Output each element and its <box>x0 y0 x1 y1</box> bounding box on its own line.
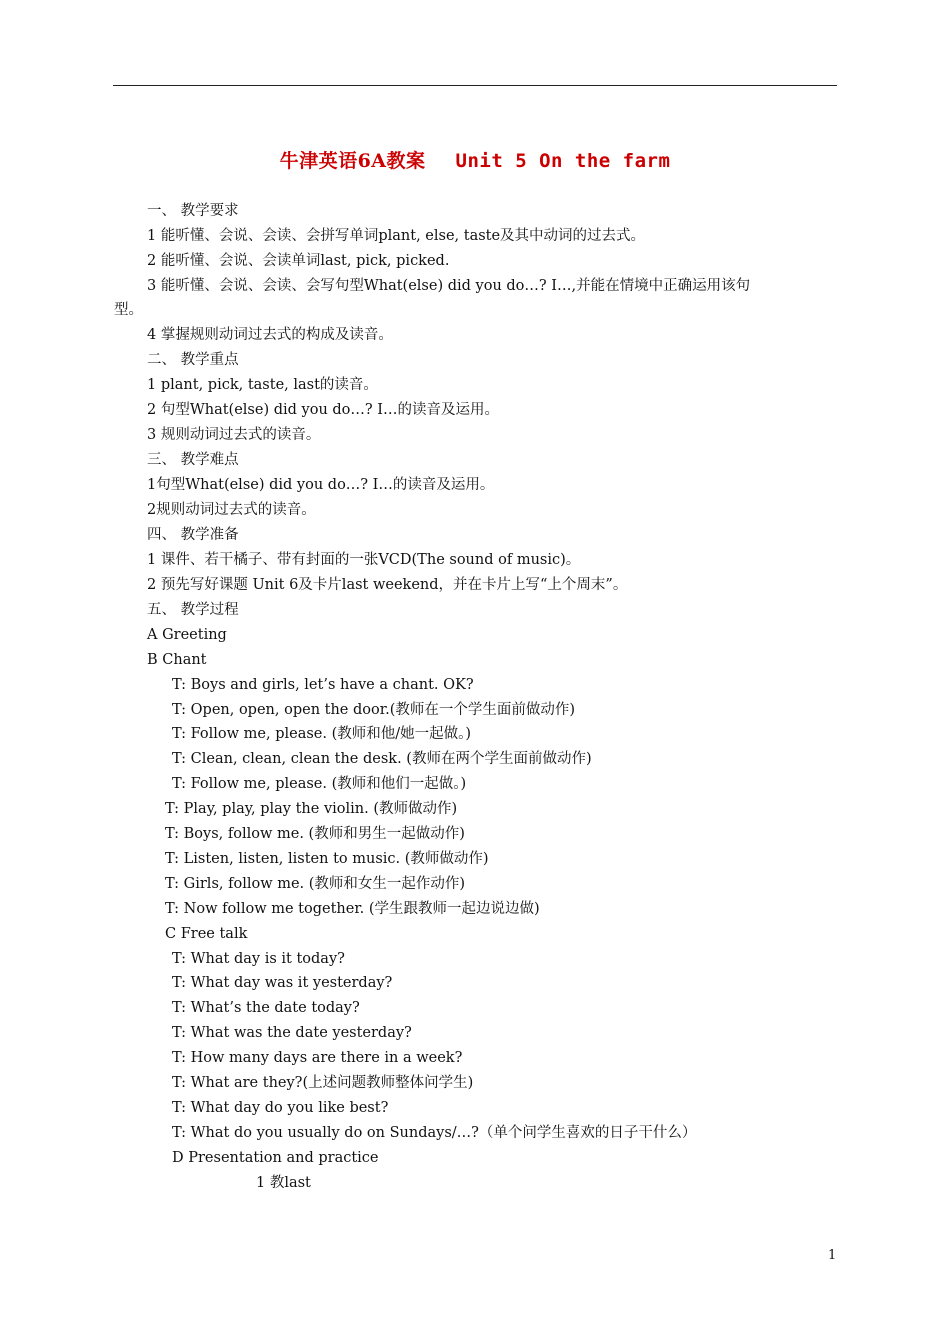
page-title <box>0 146 950 173</box>
doc-line: 一、 教学要求 <box>147 203 239 219</box>
doc-line: T: Listen, listen, listen to music. (教师做动作) <box>165 851 489 867</box>
doc-line: T: Boys and girls, let’s have a chant. OK? <box>172 677 474 693</box>
doc-line: 3 规则动词过去式的读音。 <box>147 427 321 443</box>
doc-line: A Greeting <box>147 627 227 643</box>
doc-line: T: Boys, follow me. (教师和男生一起做动作) <box>165 826 465 842</box>
doc-line: C Free talk <box>165 926 248 942</box>
doc-line: D Presentation and practice <box>172 1150 379 1166</box>
page-number: 1 <box>828 1248 837 1263</box>
doc-line: T: Follow me, please. (教师和他/她一起做。) <box>172 726 472 742</box>
doc-line: T: Girls, follow me. (教师和女生一起作动作) <box>165 876 466 892</box>
doc-line: 1 课件、若干橘子、带有封面的一张VCD(The sound of music)。 <box>147 552 581 568</box>
title-cn: 牛津英语6A教案 <box>279 150 426 172</box>
doc-line: T: What day do you like best? <box>172 1100 389 1116</box>
doc-line: T: What do you usually do on Sundays/…?（单个问学生喜欢的日子干什么） <box>172 1125 697 1141</box>
doc-line: T: What are they?(上述问题教师整体问学生) <box>172 1075 474 1091</box>
doc-line: 1 能听懂、会说、会读、会拼写单词plant, else, taste及其中动词的过去式。 <box>147 228 646 244</box>
doc-line: 4 掌握规则动词过去式的构成及读音。 <box>147 327 393 343</box>
doc-line: 三、 教学难点 <box>147 452 239 468</box>
doc-line: T: How many days are there in a week? <box>172 1050 463 1066</box>
doc-line: T: What day is it today? <box>172 951 345 967</box>
doc-line: T: Clean, clean, clean the desk. (教师在两个学生面前做动作) <box>172 751 592 767</box>
doc-line: 型。 <box>114 302 143 318</box>
doc-line: 四、 教学准备 <box>147 527 239 543</box>
doc-line: T: Open, open, open the door.(教师在一个学生面前做动作) <box>172 702 576 718</box>
doc-line: 二、 教学重点 <box>147 352 239 368</box>
doc-line: T: What’s the date today? <box>172 1000 360 1016</box>
doc-line: 3 能听懂、会说、会读、会写句型What(else) did you do…? I…,并能在情境中正确运用该句 <box>147 278 751 294</box>
title-en: Unit 5 On the farm <box>455 150 671 172</box>
doc-line: T: Play, play, play the violin. (教师做动作) <box>165 801 458 817</box>
doc-line: 1 plant, pick, taste, last的读音。 <box>147 377 378 393</box>
doc-line: 2规则动词过去式的读音。 <box>147 502 316 518</box>
doc-line: 1 教last <box>256 1175 311 1191</box>
doc-line: B Chant <box>147 652 207 668</box>
doc-line: 2 句型What(else) did you do…? I…的读音及运用。 <box>147 402 500 418</box>
doc-line: T: What was the date yesterday? <box>172 1025 412 1041</box>
doc-line: 2 预先写好课题 Unit 6及卡片last weekend，并在卡片上写“上个周末”。 <box>147 577 628 593</box>
doc-line: 五、 教学过程 <box>147 602 239 618</box>
doc-line: T: Follow me, please. (教师和他们一起做。) <box>172 776 467 792</box>
doc-line: 2 能听懂、会说、会读单词last, pick, picked. <box>147 253 450 269</box>
doc-line: T: Now follow me together. (学生跟教师一起边说边做) <box>165 901 540 917</box>
doc-line: T: What day was it yesterday? <box>172 975 393 991</box>
header-rule <box>113 85 837 86</box>
doc-line: 1句型What(else) did you do…? I…的读音及运用。 <box>147 477 495 493</box>
